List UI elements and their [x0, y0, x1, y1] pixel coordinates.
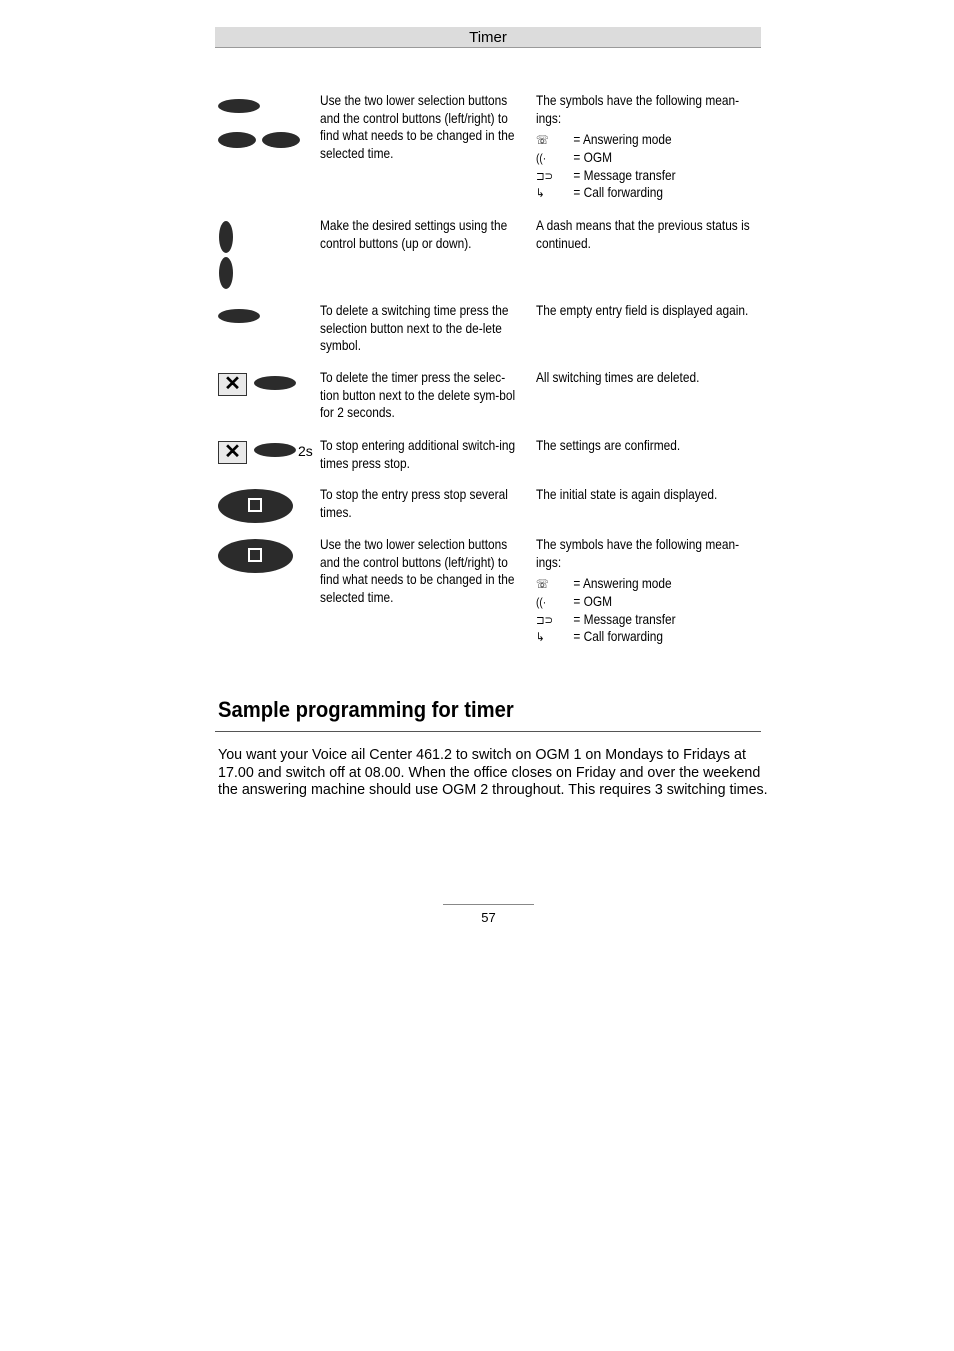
answering-mode-icon: ☏ [536, 133, 549, 148]
call-forwarding-icon: ↳ [536, 630, 545, 645]
stop-button-icon [218, 539, 293, 573]
result-text: All switching times are deleted. [536, 369, 700, 385]
footer-divider [443, 904, 534, 905]
stop-button-icon [218, 489, 293, 523]
result-text: The settings are confirmed. [536, 437, 681, 453]
symbol-label: = OGM [573, 593, 613, 610]
symbol-row [536, 184, 764, 202]
symbol-row [536, 149, 764, 167]
symbol-label: = Call forwarding [573, 628, 664, 645]
control-down-button-icon [219, 257, 233, 289]
answering-mode-icon: ☏ [536, 577, 549, 592]
delete-symbol-icon: ✕ [218, 373, 247, 396]
page-header-title: Timer [469, 29, 507, 46]
ogm-icon: ((· [536, 595, 547, 610]
control-left-button-icon [218, 132, 256, 148]
symbol-label: = Message transfer [573, 610, 676, 627]
instruction-text: To delete the timer press the selec-tion button next to the delete sym-bol for 2 seconds. [320, 369, 516, 421]
selection-button-icon [254, 376, 296, 390]
message-transfer-icon: ⊐⊃ [536, 612, 554, 627]
hold-duration-label: 2s [298, 443, 313, 459]
section-paragraph: You want your Voice ail Center 461.2 to switch on OGM 1 on Mondays to Fridays at 17.00 and switch off at 08.00. When the office closes on Friday and over the weekend the answering machine should use OGM 2 throughout. This requires 3 switching times. [218, 747, 768, 799]
result-block [536, 536, 764, 646]
ogm-icon: ((· [536, 151, 547, 166]
symbol-row [536, 131, 764, 149]
symbol-row [536, 611, 764, 629]
symbol-row [536, 628, 764, 646]
result-text: The symbols have the following mean-ings: [536, 536, 740, 570]
section-heading: Sample programming for timer [218, 697, 514, 722]
heading-divider [215, 731, 761, 732]
selection-button-icon [218, 99, 260, 113]
symbol-row [536, 575, 764, 593]
instruction-text: Use the two lower selection buttons and the control buttons (left/right) to find what needs to be changed in the selected time. [320, 536, 515, 606]
selection-button-icon [218, 309, 260, 323]
page-number: 57 [481, 910, 496, 925]
call-forwarding-icon: ↳ [536, 186, 545, 201]
message-transfer-icon: ⊐⊃ [536, 168, 554, 183]
instruction-text: To delete a switching time press the selection button next to the de-lete symbol. [320, 302, 509, 354]
instruction-text: Use the two lower selection buttons and the control buttons (left/right) to find what needs to be changed in the selected time. [320, 92, 515, 162]
symbol-row [536, 593, 764, 611]
delete-symbol-icon: ✕ [218, 441, 247, 464]
result-block [536, 92, 764, 202]
result-text: The empty entry field is displayed again. [536, 302, 749, 318]
instruction-text: To stop the entry press stop several times. [320, 486, 508, 520]
control-right-button-icon [262, 132, 300, 148]
result-text: The symbols have the following mean-ings: [536, 92, 740, 126]
symbol-label: = Answering mode [573, 575, 672, 592]
result-text: A dash means that the previous status is continued. [536, 217, 750, 251]
control-up-button-icon [219, 221, 233, 253]
symbol-label: = OGM [573, 149, 613, 166]
instruction-text: Make the desired settings using the control buttons (up or down). [320, 217, 508, 251]
symbol-label: = Message transfer [573, 166, 676, 183]
symbol-row [536, 167, 764, 185]
result-text: The initial state is again displayed. [536, 486, 718, 502]
symbol-label: = Call forwarding [573, 184, 664, 201]
selection-button-icon [254, 443, 296, 457]
instruction-text: To stop entering additional switch-ing times press stop. [320, 437, 516, 471]
symbol-label: = Answering mode [573, 131, 672, 148]
